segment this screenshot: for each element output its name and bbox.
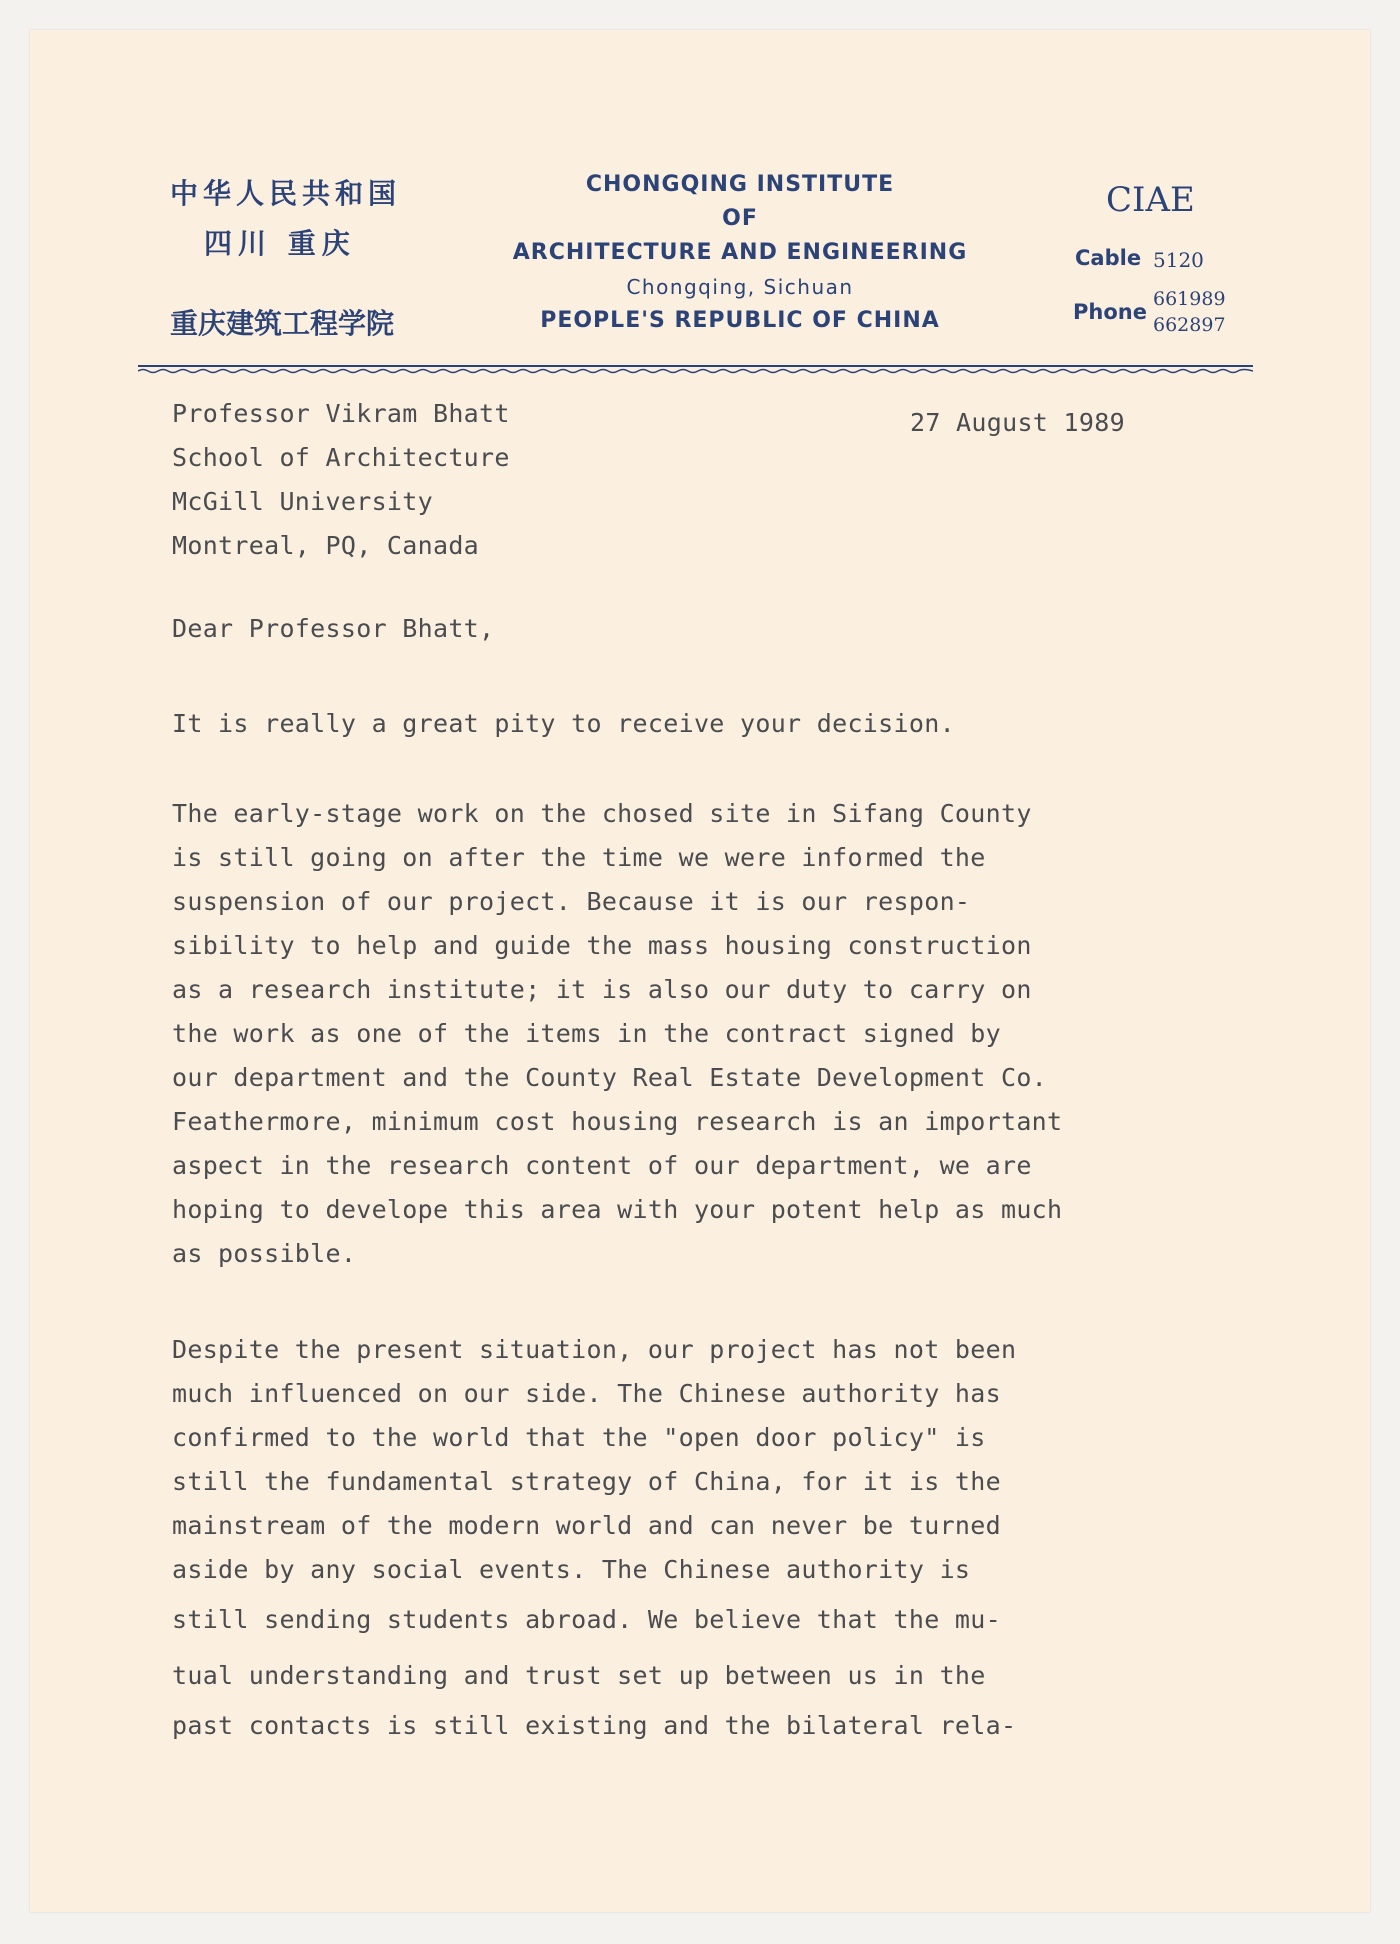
paragraph-line: Despite the present situation, our project has not been <box>172 1335 1017 1364</box>
institute-name-line1: CHONGQING INSTITUTE <box>585 172 895 197</box>
paragraph-line: the work as one of the items in the contract signed by <box>172 1019 1001 1048</box>
phone-label: Phone <box>1073 300 1147 324</box>
paragraph-line: confirmed to the world that the "open door policy" is <box>172 1423 986 1452</box>
paragraph-line: aside by any social events. The Chinese authority is <box>172 1555 971 1584</box>
paragraph-3 <box>172 1328 1016 1748</box>
institute-country: PEOPLE'S REPUBLIC OF CHINA <box>540 308 940 333</box>
paragraph-line: as a research institute; it is also our duty to carry on <box>172 975 1032 1004</box>
cable-label: Cable <box>1075 246 1142 270</box>
recipient-name: Professor Vikram Bhatt <box>172 399 510 428</box>
paragraph-line: as possible. <box>172 1239 357 1268</box>
letterhead-divider <box>138 364 1253 374</box>
paragraph-line: suspension of our project. Because it is our respon- <box>172 887 971 916</box>
institute-name-line3: ARCHITECTURE AND ENGINEERING <box>512 240 968 265</box>
paragraph-line: still the fundamental strategy of China, for it is the <box>172 1467 1001 1496</box>
paragraph-line: our department and the County Real Estate Development Co. <box>172 1063 1048 1092</box>
paragraph-1 <box>172 702 955 746</box>
paragraph-line: hoping to develope this area with your potent help as much <box>172 1195 1063 1224</box>
chinese-institute-name: 重庆建筑工程学院 <box>170 307 395 340</box>
salutation: Dear Professor Bhatt, <box>172 614 495 643</box>
paragraph-line: The early-stage work on the chosed site in Sifang County <box>172 799 1032 828</box>
cable-number: 5120 <box>1153 248 1204 272</box>
institute-location: Chongqing, Sichuan <box>626 275 854 299</box>
institute-abbreviation: CIAE <box>1106 180 1195 220</box>
paragraph-line: aspect in the research content of our department, we are <box>172 1151 1032 1180</box>
paragraph-line: It is really a great pity to receive your decision. <box>172 709 955 738</box>
paragraph-line: mainstream of the modern world and can never be turned <box>172 1511 1001 1540</box>
recipient-address <box>172 392 510 568</box>
letterhead-institute-block <box>480 168 1000 338</box>
paragraph-2 <box>172 792 1062 1276</box>
paragraph-line: tual understanding and trust set up between us in the <box>172 1661 986 1690</box>
recipient-city: Montreal, PQ, Canada <box>172 531 480 560</box>
chinese-country-name: 中华人民共和国 <box>170 177 402 210</box>
paragraph-line: is still going on after the time we were informed the <box>172 843 986 872</box>
institute-name-line2: OF <box>722 206 758 231</box>
letter-date: 27 August 1989 <box>910 408 1125 437</box>
chinese-city-name: 四川 重庆 <box>204 227 356 260</box>
paragraph-line: much influenced on our side. The Chinese authority has <box>172 1379 1001 1408</box>
phone-number-1: 661989 <box>1153 288 1226 310</box>
paragraph-line: sibility to help and guide the mass housing construction <box>172 931 1032 960</box>
paragraph-line: still sending students abroad. We believe that the mu- <box>172 1605 1001 1634</box>
phone-number-2: 662897 <box>1153 314 1226 336</box>
paragraph-line: past contacts is still existing and the bilateral rela- <box>172 1711 1017 1740</box>
recipient-university: McGill University <box>172 487 433 516</box>
paragraph-line: Feathermore, minimum cost housing research is an important <box>172 1107 1063 1136</box>
recipient-school: School of Architecture <box>172 443 510 472</box>
